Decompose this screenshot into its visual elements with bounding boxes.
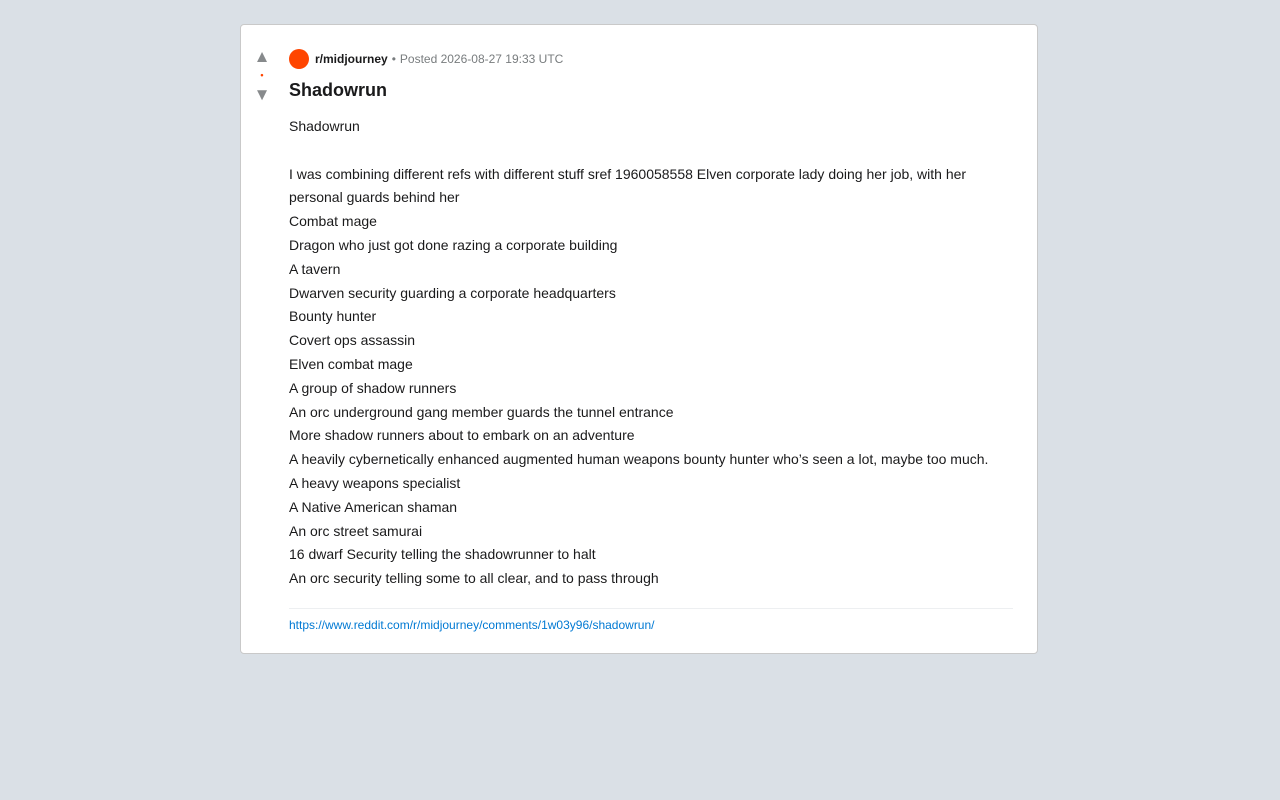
post-timestamp: Posted 2026-08-27 19:33 UTC bbox=[399, 52, 564, 66]
downvote-icon[interactable]: ▼ bbox=[253, 85, 271, 104]
vote-score: • bbox=[260, 70, 264, 80]
meta-separator: • bbox=[391, 52, 396, 66]
subreddit-link[interactable]: r/midjourney bbox=[315, 52, 388, 66]
post-footer bbox=[289, 608, 1013, 632]
post-meta bbox=[289, 49, 1013, 69]
post-content bbox=[289, 49, 1013, 632]
post-permalink[interactable]: https://www.reddit.com/r/midjourney/comments/1w03y96/shadowrun/ bbox=[289, 617, 655, 632]
post-body: Shadowrun I was combining different refs with different stuff sref 1960058558 Elven corporate lady doing her job, with her personal guards behind her Combat mage Dragon who just got done razing a corporate building A tavern Dwarven security guarding a corporate headquarters Bounty hunter Covert ops assassin Elven combat mage A group of shadow runners An orc underground gang member guards the tunnel entrance More shadow runners about to embark on an adventure A heavily cybernetically enhanced augmented human weapons bounty hunter who’s seen a lot, maybe too much. A heavy weapons specialist A Native American shaman An orc street samurai 16 dwarf Security telling the shadowrunner to halt An orc security telling some to all clear, and to pass through bbox=[289, 118, 989, 587]
vote-column bbox=[251, 47, 273, 105]
post-card bbox=[240, 24, 1038, 654]
post-title[interactable]: Shadowrun bbox=[289, 80, 387, 100]
upvote-icon[interactable]: ▲ bbox=[253, 47, 271, 66]
subreddit-avatar[interactable] bbox=[289, 49, 309, 69]
